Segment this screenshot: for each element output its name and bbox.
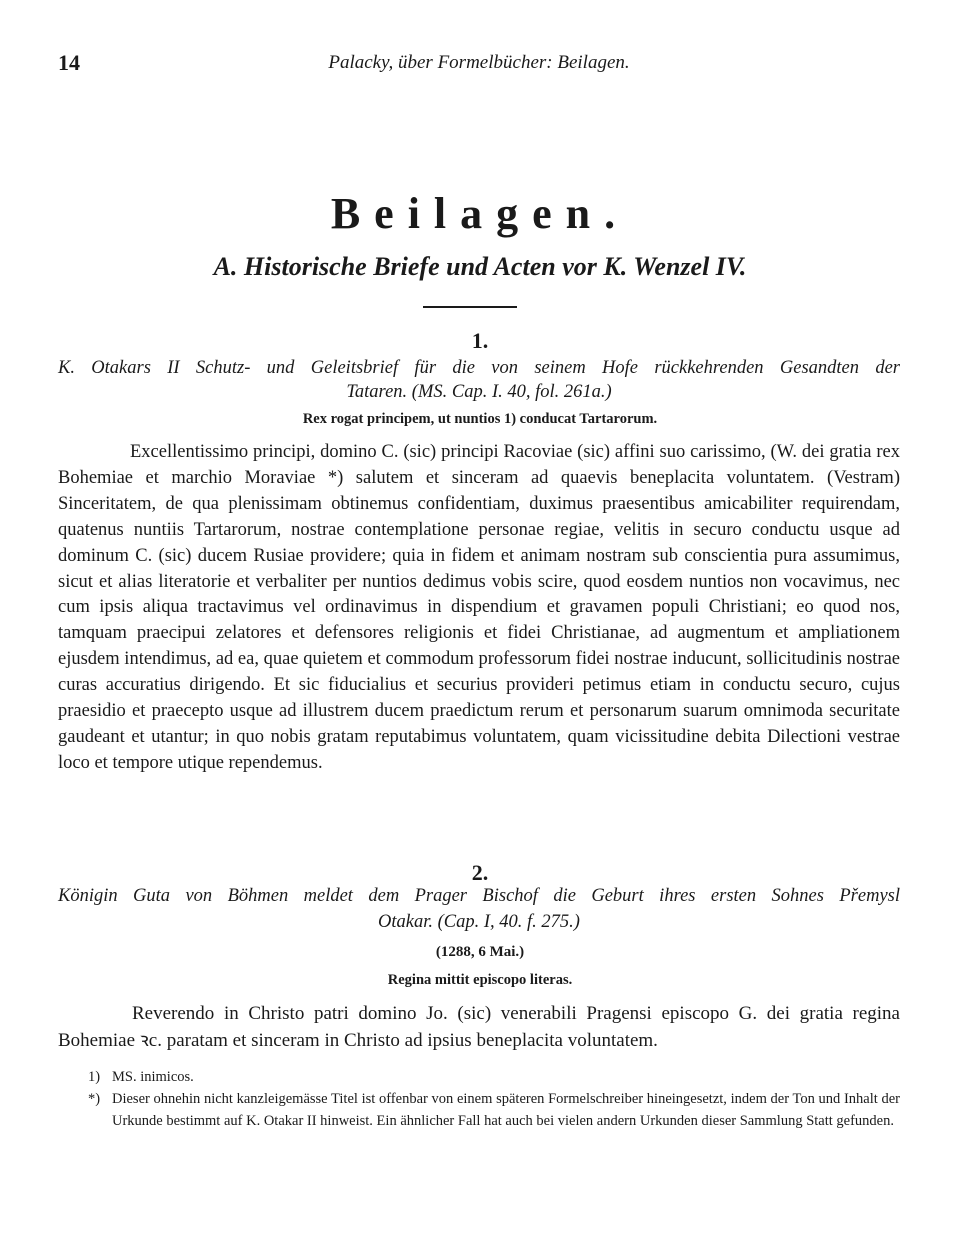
running-title: Palacky, über Formelbücher: Beilagen. <box>328 52 630 73</box>
footnote-mark: 1) <box>88 1069 101 1085</box>
document-2-heading: Königin Guta von Böhmen meldet dem Prager Bischof die Geburt ihres ersten Sohnes Přemysl <box>58 886 900 906</box>
document-1-paragraph: Excellentissimo principi, domino C. (sic) principi Racoviae (sic) affini suo carissimo, (W. dei gratia rex Bohemiae et marchio Moraviae *) salutem et sinceram ad quaevis beneplacita voluntatem. (Vestram) Sinceritatem, de qua plenissimam obtinemus confidentiam, duximus praesentibus amicabiliter requirendam, quatenus nuntiis Tartarorum, nostrae contemplatione personae regiae, velitis in securo conductu usque ad dominum C. (sic) ducem Rusiae providere; quia in fidem et animam nostram sub conscientia pura assumimus, sicut et alias literatorie et verbaliter per nuntios dedimus vobis scire, quod eosdem nuntios non vocavimus, nec cum ipsis aliqua tractavimus vel ordinavimus in dispendium et gravamen populi Christiani; eo quod nos, tamquam praecipui zelatores et defensores religionis et fidei Christianae, ad augmentum et ampliationem ejusdem intendimus, ad ea, quae quietem et commodum professorum fidei nostrae inducunt, sollicitudinis nostrae curas accuratius dirigendo. Et sic fiducialius et securius provideri petimus etiam in conductu securo, cujus praesidio et praecepto usque ad illustrem ducem praedictum rerum et personarum suarum omnimoda securitate gaudeant et utantur; in quo nobis gratam reputabimus voluntatem, quam vicissitudine debita Dilectioni vestrae loco et tempore utique rependemus. <box>58 442 900 773</box>
main-title: Beilagen. <box>330 189 630 238</box>
document-2-number: 2. <box>471 860 489 885</box>
document-2-date: (1288, 6 Mai.) <box>435 944 525 960</box>
footnote <box>88 1088 900 1132</box>
document-2-text <box>58 1000 900 1054</box>
footnote-text: Dieser ohnehin nicht kanzleigemässe Titel ist offenbar von einem späteren Formelschreiber hineingesetzt, indem der Ton und Inhalt der Urkunde bestimmt auf K. Otakar II hinweist. Ein ähnlicher Fall hat auch bei vielen andern Urkunden dieser Sammlung Statt gefunden. <box>112 1091 900 1129</box>
footnote <box>88 1066 900 1088</box>
document-2-paragraph: Reverendo in Christo patri domino Jo. (sic) venerabili Pragensi episcopo G. dei gratia regina Bohemiae ꝛc. paratam et sinceram in Christo ad ipsius beneplacita voluntatem. <box>58 1003 900 1051</box>
document-1-heading: K. Otakars II Schutz- und Geleitsbrief für die von seinem Hofe rückkehrenden Gesandten der <box>58 358 900 378</box>
footnotes <box>88 1066 900 1132</box>
section-title: A. Historische Briefe und Acten vor K. Wenzel IV. <box>213 252 747 281</box>
footnote-text: MS. inimicos. <box>112 1069 194 1085</box>
running-head <box>58 50 900 80</box>
document-2-summary: Regina mittit episcopo literas. <box>387 972 573 988</box>
footnote-mark: *) <box>88 1091 101 1107</box>
document-1-text <box>58 440 900 777</box>
title-divider <box>423 306 517 308</box>
page-number: 14 <box>58 50 80 75</box>
document-1-number: 1. <box>471 328 489 353</box>
document-1-summary: Rex rogat principem, ut nuntios 1) conducat Tartarorum. <box>302 411 658 427</box>
document-2-heading-cont: Otakar. (Cap. I, 40. f. 275.) <box>378 912 580 932</box>
document-1-heading-cont: Tataren. (MS. Cap. I. 40, fol. 261a.) <box>346 382 612 402</box>
